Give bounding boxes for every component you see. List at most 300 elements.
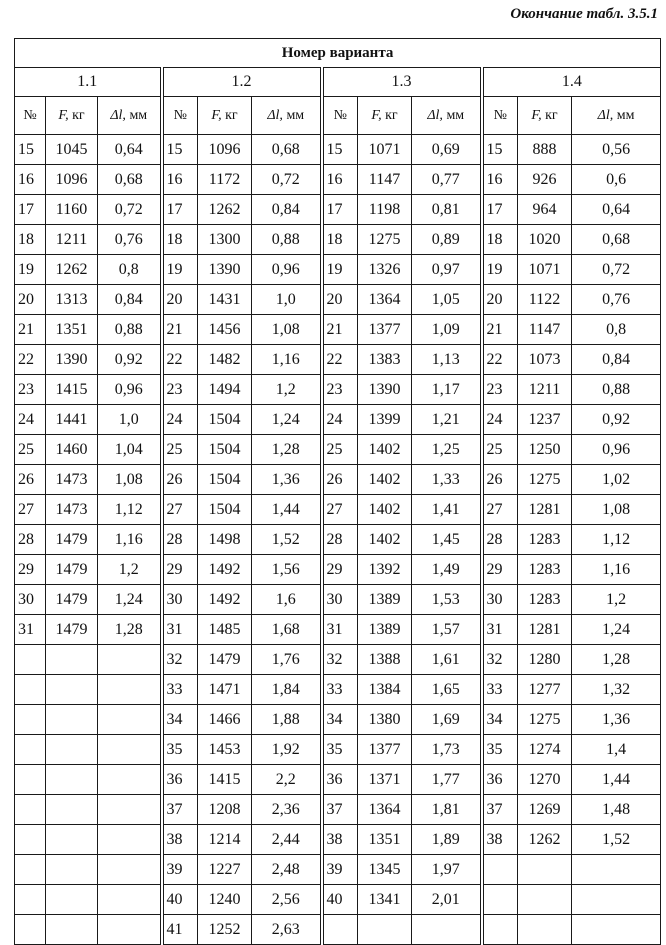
cell-force: 1341	[358, 885, 412, 915]
cell-force: 1389	[358, 585, 412, 615]
empty-cell	[46, 705, 98, 735]
cell-elongation: 1,0	[98, 405, 162, 435]
cell-number: 32	[482, 645, 518, 675]
empty-cell	[46, 765, 98, 795]
variant-header: 1.2	[162, 68, 322, 97]
cell-elongation: 1,0	[252, 285, 322, 315]
cell-elongation: 1,49	[412, 555, 482, 585]
cell-elongation: 1,36	[572, 705, 661, 735]
table-row	[15, 495, 661, 525]
cell-number: 23	[482, 375, 518, 405]
cell-force: 1460	[46, 435, 98, 465]
cell-force: 1211	[518, 375, 572, 405]
cell-number: 36	[482, 765, 518, 795]
cell-force: 1479	[46, 585, 98, 615]
cell-elongation: 2,44	[252, 825, 322, 855]
cell-number: 36	[322, 765, 358, 795]
cell-force: 1071	[358, 135, 412, 165]
table-row	[15, 165, 661, 195]
empty-cell	[46, 735, 98, 765]
cell-force: 1071	[518, 255, 572, 285]
col-header-elongation-unit: мм	[286, 107, 305, 123]
cell-elongation: 1,24	[572, 615, 661, 645]
empty-cell	[572, 885, 661, 915]
cell-force: 1275	[518, 705, 572, 735]
cell-force: 1402	[358, 435, 412, 465]
cell-force: 1492	[198, 555, 252, 585]
cell-elongation: 0,84	[572, 345, 661, 375]
cell-number: 29	[15, 555, 46, 585]
cell-force: 1275	[358, 225, 412, 255]
cell-number: 16	[322, 165, 358, 195]
cell-elongation: 0,72	[252, 165, 322, 195]
cell-number: 26	[482, 465, 518, 495]
cell-force: 1275	[518, 465, 572, 495]
cell-elongation: 1,69	[412, 705, 482, 735]
empty-cell	[15, 675, 46, 705]
cell-elongation: 0,77	[412, 165, 482, 195]
empty-cell	[98, 675, 162, 705]
col-header-force-symbol: F,	[531, 107, 542, 123]
cell-force: 1281	[518, 615, 572, 645]
cell-elongation: 1,12	[572, 525, 661, 555]
cell-number: 22	[162, 345, 198, 375]
cell-number: 37	[482, 795, 518, 825]
cell-elongation: 1,41	[412, 495, 482, 525]
col-header-force-unit: кг	[545, 107, 558, 123]
cell-number: 30	[162, 585, 198, 615]
table-row	[15, 345, 661, 375]
cell-force: 1269	[518, 795, 572, 825]
cell-force: 1237	[518, 405, 572, 435]
cell-force: 1383	[358, 345, 412, 375]
cell-elongation: 1,12	[98, 495, 162, 525]
table-row	[15, 915, 661, 945]
cell-number: 33	[162, 675, 198, 705]
empty-cell	[15, 795, 46, 825]
cell-number: 31	[482, 615, 518, 645]
cell-elongation: 1,21	[412, 405, 482, 435]
cell-force: 1045	[46, 135, 98, 165]
col-header-force	[46, 97, 98, 135]
cell-number: 18	[15, 225, 46, 255]
empty-cell	[15, 825, 46, 855]
cell-elongation: 1,2	[98, 555, 162, 585]
cell-elongation: 1,28	[252, 435, 322, 465]
table-row	[15, 255, 661, 285]
cell-number: 35	[322, 735, 358, 765]
cell-number: 20	[162, 285, 198, 315]
cell-force: 1380	[358, 705, 412, 735]
cell-number: 21	[322, 315, 358, 345]
col-header-elongation	[98, 97, 162, 135]
empty-cell	[322, 915, 358, 945]
col-header-num: №	[482, 97, 518, 135]
cell-number: 17	[15, 195, 46, 225]
empty-cell	[572, 915, 661, 945]
cell-force: 1504	[198, 435, 252, 465]
cell-number: 31	[15, 615, 46, 645]
cell-elongation: 1,52	[252, 525, 322, 555]
cell-elongation: 0,6	[572, 165, 661, 195]
empty-cell	[98, 855, 162, 885]
cell-force: 1479	[46, 615, 98, 645]
empty-cell	[518, 885, 572, 915]
cell-force: 1504	[198, 405, 252, 435]
cell-elongation: 0,96	[572, 435, 661, 465]
col-header-elongation-symbol: Δl,	[597, 107, 614, 123]
cell-number: 16	[482, 165, 518, 195]
cell-force: 1492	[198, 585, 252, 615]
col-header-force-unit: кг	[72, 107, 85, 123]
cell-number: 36	[162, 765, 198, 795]
empty-cell	[15, 735, 46, 765]
cell-elongation: 1,05	[412, 285, 482, 315]
cell-elongation: 1,52	[572, 825, 661, 855]
cell-elongation: 0,76	[98, 225, 162, 255]
cell-number: 29	[162, 555, 198, 585]
cell-number: 19	[15, 255, 46, 285]
table-body	[15, 135, 661, 945]
cell-number: 17	[322, 195, 358, 225]
cell-force: 1390	[358, 375, 412, 405]
cell-force: 1456	[198, 315, 252, 345]
cell-elongation: 0,8	[98, 255, 162, 285]
table-row	[15, 405, 661, 435]
cell-number: 27	[15, 495, 46, 525]
col-header-elongation	[412, 97, 482, 135]
cell-force: 1504	[198, 495, 252, 525]
cell-force: 1482	[198, 345, 252, 375]
table-row	[15, 195, 661, 225]
cell-force: 1479	[198, 645, 252, 675]
cell-elongation: 1,73	[412, 735, 482, 765]
cell-elongation: 0,92	[572, 405, 661, 435]
cell-number: 31	[322, 615, 358, 645]
cell-force: 1020	[518, 225, 572, 255]
cell-number: 18	[482, 225, 518, 255]
cell-number: 17	[482, 195, 518, 225]
cell-force: 1415	[198, 765, 252, 795]
cell-elongation: 0,88	[572, 375, 661, 405]
cell-number: 41	[162, 915, 198, 945]
variant-header: 1.1	[15, 68, 162, 97]
cell-force: 1498	[198, 525, 252, 555]
cell-force: 1281	[518, 495, 572, 525]
cell-number: 17	[162, 195, 198, 225]
cell-force: 1283	[518, 585, 572, 615]
cell-elongation: 0,72	[572, 255, 661, 285]
col-header-elongation-symbol: Δl,	[110, 107, 126, 123]
cell-elongation: 2,01	[412, 885, 482, 915]
empty-cell	[98, 885, 162, 915]
cell-number: 25	[15, 435, 46, 465]
cell-number: 25	[482, 435, 518, 465]
cell-elongation: 2,63	[252, 915, 322, 945]
cell-force: 1262	[198, 195, 252, 225]
cell-number: 24	[322, 405, 358, 435]
cell-force: 1402	[358, 465, 412, 495]
cell-elongation: 1,24	[252, 405, 322, 435]
cell-number: 24	[162, 405, 198, 435]
cell-force: 1198	[358, 195, 412, 225]
empty-cell	[46, 885, 98, 915]
super-header: Номер варианта	[15, 39, 661, 68]
cell-number: 37	[162, 795, 198, 825]
col-header-force-symbol: F,	[58, 107, 69, 123]
cell-elongation: 1,2	[252, 375, 322, 405]
table-row	[15, 585, 661, 615]
cell-elongation: 0,89	[412, 225, 482, 255]
cell-elongation: 1,16	[98, 525, 162, 555]
cell-number: 38	[322, 825, 358, 855]
empty-cell	[358, 915, 412, 945]
cell-force: 888	[518, 135, 572, 165]
cell-elongation: 2,2	[252, 765, 322, 795]
cell-force: 1211	[46, 225, 98, 255]
cell-force: 1208	[198, 795, 252, 825]
cell-elongation: 0,68	[572, 225, 661, 255]
cell-force: 1227	[198, 855, 252, 885]
empty-cell	[98, 915, 162, 945]
cell-number: 19	[322, 255, 358, 285]
cell-number: 29	[322, 555, 358, 585]
cell-elongation: 0,84	[98, 285, 162, 315]
cell-elongation: 1,2	[572, 585, 661, 615]
cell-elongation: 1,77	[412, 765, 482, 795]
cell-elongation: 0,96	[98, 375, 162, 405]
cell-number: 32	[322, 645, 358, 675]
col-header-num: №	[322, 97, 358, 135]
empty-cell	[412, 915, 482, 945]
cell-force: 1300	[198, 225, 252, 255]
cell-force: 964	[518, 195, 572, 225]
cell-elongation: 1,28	[572, 645, 661, 675]
table-caption: Окончание табл. 3.5.1	[510, 6, 658, 22]
cell-elongation: 1,44	[252, 495, 322, 525]
cell-number: 23	[322, 375, 358, 405]
cell-number: 33	[322, 675, 358, 705]
cell-number: 40	[162, 885, 198, 915]
cell-elongation: 1,53	[412, 585, 482, 615]
cell-force: 1280	[518, 645, 572, 675]
variant-header: 1.3	[322, 68, 482, 97]
col-header-force-symbol: F,	[371, 107, 382, 123]
cell-number: 24	[15, 405, 46, 435]
cell-elongation: 2,36	[252, 795, 322, 825]
table-row	[15, 765, 661, 795]
col-header-elongation-symbol: Δl,	[267, 107, 283, 123]
col-header-elongation-unit: мм	[129, 107, 148, 123]
cell-number: 28	[482, 525, 518, 555]
cell-elongation: 1,4	[572, 735, 661, 765]
empty-cell	[46, 645, 98, 675]
col-header-force	[198, 97, 252, 135]
cell-force: 1431	[198, 285, 252, 315]
cell-force: 1252	[198, 915, 252, 945]
empty-cell	[15, 705, 46, 735]
cell-elongation: 1,09	[412, 315, 482, 345]
col-header-num: №	[162, 97, 198, 135]
cell-elongation: 1,24	[98, 585, 162, 615]
cell-elongation: 1,08	[98, 465, 162, 495]
col-header-elongation-unit: мм	[446, 107, 465, 123]
cell-force: 1390	[46, 345, 98, 375]
cell-elongation: 1,56	[252, 555, 322, 585]
cell-force: 1096	[198, 135, 252, 165]
cell-force: 1274	[518, 735, 572, 765]
cell-force: 1377	[358, 315, 412, 345]
cell-number: 35	[162, 735, 198, 765]
cell-force: 1262	[518, 825, 572, 855]
cell-elongation: 0,88	[98, 315, 162, 345]
cell-force: 1388	[358, 645, 412, 675]
cell-number: 37	[322, 795, 358, 825]
cell-force: 1473	[46, 465, 98, 495]
cell-elongation: 0,96	[252, 255, 322, 285]
cell-number: 39	[162, 855, 198, 885]
col-header-force	[518, 97, 572, 135]
table-row	[15, 435, 661, 465]
cell-number: 16	[162, 165, 198, 195]
cell-number: 38	[482, 825, 518, 855]
empty-cell	[482, 855, 518, 885]
cell-elongation: 1,6	[252, 585, 322, 615]
cell-force: 1122	[518, 285, 572, 315]
cell-elongation: 1,17	[412, 375, 482, 405]
cell-elongation: 1,76	[252, 645, 322, 675]
cell-elongation: 0,97	[412, 255, 482, 285]
cell-elongation: 1,89	[412, 825, 482, 855]
cell-force: 1392	[358, 555, 412, 585]
cell-number: 30	[322, 585, 358, 615]
cell-number: 15	[482, 135, 518, 165]
empty-cell	[15, 765, 46, 795]
table-row	[15, 315, 661, 345]
cell-force: 1326	[358, 255, 412, 285]
empty-cell	[572, 855, 661, 885]
cell-elongation: 0,56	[572, 135, 661, 165]
cell-force: 1473	[46, 495, 98, 525]
cell-elongation: 1,32	[572, 675, 661, 705]
cell-elongation: 2,48	[252, 855, 322, 885]
cell-number: 34	[162, 705, 198, 735]
variant-header-row	[15, 68, 661, 97]
cell-number: 23	[15, 375, 46, 405]
col-header-elongation	[572, 97, 661, 135]
cell-force: 1172	[198, 165, 252, 195]
empty-cell	[482, 915, 518, 945]
cell-elongation: 1,97	[412, 855, 482, 885]
cell-force: 1479	[46, 525, 98, 555]
cell-number: 27	[482, 495, 518, 525]
cell-elongation: 1,08	[252, 315, 322, 345]
cell-number: 20	[482, 285, 518, 315]
cell-force: 1240	[198, 885, 252, 915]
cell-elongation: 1,88	[252, 705, 322, 735]
cell-number: 25	[322, 435, 358, 465]
empty-cell	[518, 915, 572, 945]
cell-force: 1364	[358, 795, 412, 825]
variants-table	[14, 38, 661, 945]
col-header-force	[358, 97, 412, 135]
col-header-elongation-unit: мм	[616, 107, 635, 123]
empty-cell	[98, 825, 162, 855]
table-row	[15, 135, 661, 165]
cell-elongation: 1,61	[412, 645, 482, 675]
cell-force: 1466	[198, 705, 252, 735]
cell-number: 20	[322, 285, 358, 315]
cell-elongation: 0,8	[572, 315, 661, 345]
column-header-row	[15, 97, 661, 135]
empty-cell	[482, 885, 518, 915]
cell-elongation: 1,16	[572, 555, 661, 585]
cell-number: 27	[162, 495, 198, 525]
empty-cell	[98, 735, 162, 765]
cell-number: 33	[482, 675, 518, 705]
table-row	[15, 795, 661, 825]
empty-cell	[15, 885, 46, 915]
cell-elongation: 0,64	[98, 135, 162, 165]
cell-elongation: 1,02	[572, 465, 661, 495]
cell-elongation: 0,76	[572, 285, 661, 315]
cell-force: 1147	[518, 315, 572, 345]
table-row	[15, 225, 661, 255]
cell-number: 30	[15, 585, 46, 615]
cell-elongation: 1,92	[252, 735, 322, 765]
cell-elongation: 1,57	[412, 615, 482, 645]
cell-number: 35	[482, 735, 518, 765]
cell-number: 29	[482, 555, 518, 585]
col-header-elongation	[252, 97, 322, 135]
empty-cell	[98, 705, 162, 735]
cell-number: 15	[322, 135, 358, 165]
cell-force: 1402	[358, 525, 412, 555]
table-row	[15, 615, 661, 645]
cell-elongation: 0,64	[572, 195, 661, 225]
cell-number: 25	[162, 435, 198, 465]
col-header-force-unit: кг	[385, 107, 398, 123]
cell-number: 32	[162, 645, 198, 675]
cell-elongation: 0,72	[98, 195, 162, 225]
cell-number: 21	[15, 315, 46, 345]
empty-cell	[518, 855, 572, 885]
cell-number: 26	[15, 465, 46, 495]
cell-elongation: 1,48	[572, 795, 661, 825]
cell-force: 1441	[46, 405, 98, 435]
cell-number: 38	[162, 825, 198, 855]
cell-force: 1399	[358, 405, 412, 435]
cell-force: 1390	[198, 255, 252, 285]
cell-force: 1364	[358, 285, 412, 315]
empty-cell	[46, 825, 98, 855]
cell-elongation: 0,84	[252, 195, 322, 225]
cell-number: 21	[482, 315, 518, 345]
cell-elongation: 1,36	[252, 465, 322, 495]
cell-elongation: 1,28	[98, 615, 162, 645]
variant-header: 1.4	[482, 68, 661, 97]
cell-force: 1351	[358, 825, 412, 855]
table-row	[15, 465, 661, 495]
cell-force: 1277	[518, 675, 572, 705]
cell-elongation: 0,68	[98, 165, 162, 195]
cell-force: 1377	[358, 735, 412, 765]
cell-number: 18	[162, 225, 198, 255]
cell-elongation: 1,68	[252, 615, 322, 645]
cell-force: 1096	[46, 165, 98, 195]
cell-number: 15	[15, 135, 46, 165]
table-row	[15, 675, 661, 705]
